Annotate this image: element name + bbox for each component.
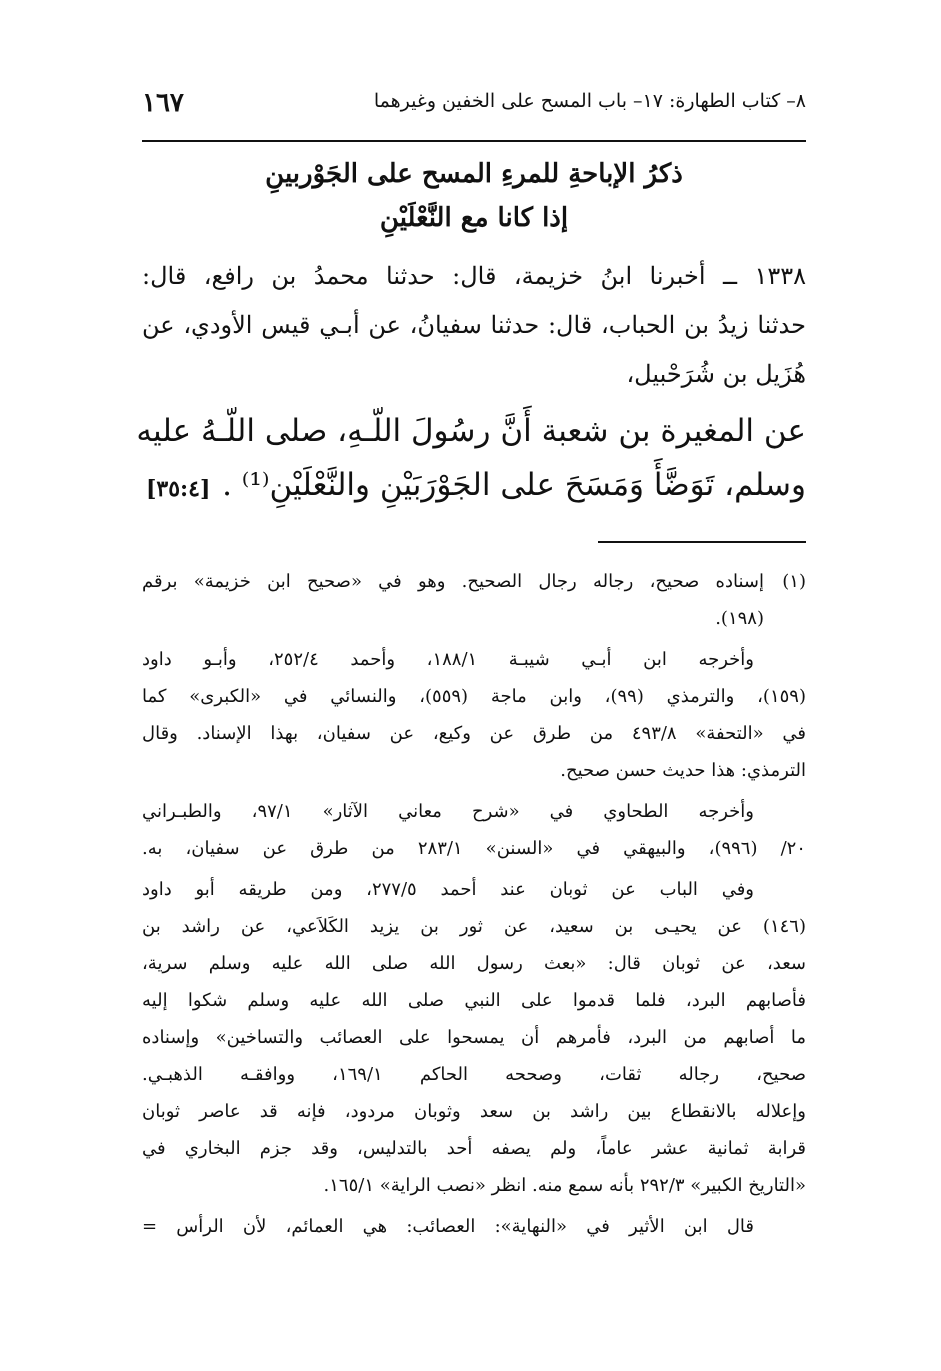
footnote-paragraph: [142, 641, 806, 789]
footnote-1: [142, 563, 806, 637]
footnote-line: (١٤٦) عن يحيـى بن سعيد، عن ثور بن يزيد الكَلاَعي، عن راشد بن: [142, 916, 806, 937]
footnote-line: «التاريخ الكبير» ٢٩٢/٣ بأنه سمع منه. انظر «نصب الراية» ١٦٥/١.: [323, 1175, 806, 1196]
footnote-paragraph: [142, 793, 806, 867]
hadith-chain-line: ١٣٣٨ ــ أخبرنا ابنُ خزيمة، قال: حدثنا محمدُ بن رافع، قال:: [142, 262, 807, 290]
footnote-paragraph: [142, 871, 806, 1204]
footnote-line: وإعلاله بالانقطاع بين راشد بن سعد وثوبان مردود، فإنه قد عاصر ثوبان: [142, 1101, 806, 1122]
hadith-text-line: وسلم، تَوَضَّأَ وَمَسَحَ على الجَوْرَبَيْنِ والنَّعْلَيْنِ⁽¹⁾ .: [222, 467, 806, 503]
footnote-line: إسناده صحيح، رجاله رجال الصحيح. وهو في «صحيح ابن خزيمة» برقم: [142, 571, 764, 592]
chapter-title-line-1: ذكرُ الإباحةِ للمرءِ المسح على الجَوْربينِ: [265, 159, 683, 189]
page-header: [142, 82, 806, 122]
footnote-line: وأخرجه ابن أبـي شيبـة ١٨٨/١، وأحمد ٢٥٢/٤، وأبـو داود: [142, 649, 754, 670]
hadith-text-line: عن المغيرة بن شعبة أَنَّ رسُولَ اللّـهِ، صلى اللّـهُ عليه: [136, 413, 806, 449]
page-number: ١٦٧: [142, 88, 184, 118]
footnote-line: فأصابهم البرد، فلما قدموا على النبي صلى الله عليه وسلم شكوا إليه: [142, 990, 806, 1011]
footnote-line: (١٥٩)، والترمذي (٩٩)، وابن ماجة (٥٥٩)، والنسائي في «الكبرى» كما: [142, 686, 806, 707]
footnote-line: قال ابن الأثير في «النهاية»: العصائب: هي العمائم، لأن الرأس =: [142, 1216, 754, 1237]
footnote-line: سعد، عن ثوبان قال: «بعث رسول الله صلى الله عليه وسلم سرية،: [142, 953, 806, 974]
chapter-title-line-2: إذا كانا مع النَّعْلَيْنِ: [379, 203, 569, 233]
hadith-reference: [٣٥:٤]: [146, 476, 211, 502]
footnotes: [142, 563, 806, 1249]
footnote-line: وأخرجه الطحاوي في «شرح معاني الآثار» ٩٧/١، والطبـراني: [142, 801, 754, 822]
footnote-paragraph: [142, 1208, 806, 1245]
footnote-line: صحيح، رجاله ثقات، وصححه الحاكم ١٦٩/١، ووافقـه الذهبـي.: [142, 1064, 806, 1085]
chapter-title: [142, 152, 806, 240]
footnote-line: وفي الباب عن ثوبان عند أحمد ٢٧٧/٥، ومن طريقه أبو داود: [142, 879, 754, 900]
hadith-text-last-line: [142, 458, 806, 512]
hadith-chain-line: حدثنا زيدُ بن الحباب، قال: حدثنا سفيانُ، عن أبـي قيس الأودي، عن: [142, 311, 806, 339]
hadith-chain-line: هُزَيل بن شُرَحْبيل،: [626, 360, 806, 388]
footnote-line: قرابة ثمانية عشر عاماً، ولم يصفه أحد بالتدليس، وقد جزم البخاري في: [142, 1138, 806, 1159]
footnote-number: (١): [782, 571, 806, 592]
header-rule: [142, 140, 806, 142]
footnote-line: ما أصابهم من البرد، فأمرهم أن يمسحوا على العصائب والتساخين» وإسناده: [142, 1027, 806, 1048]
footnote-line: ٢٠/ (٩٩٦)، والبيهقي في «السنن» ٢٨٣/١ من طرق عن سفيان، به.: [142, 838, 806, 859]
footnote-rule: [598, 541, 806, 543]
footnote-line: الترمذي: هذا حديث حسن صحيح.: [560, 760, 806, 781]
footnote-line: (١٩٨).: [715, 608, 764, 629]
hadith-text: [136, 404, 806, 512]
running-title: ٨– كتاب الطهارة: ١٧– باب المسح على الخفين وغيرهما: [373, 90, 806, 112]
footnote-line: في «التحفة» ٤٩٣/٨ من طرق عن وكيع، عن سفيان، بهذا الإسناد. وقال: [142, 723, 806, 744]
hadith-chain: [142, 252, 806, 399]
